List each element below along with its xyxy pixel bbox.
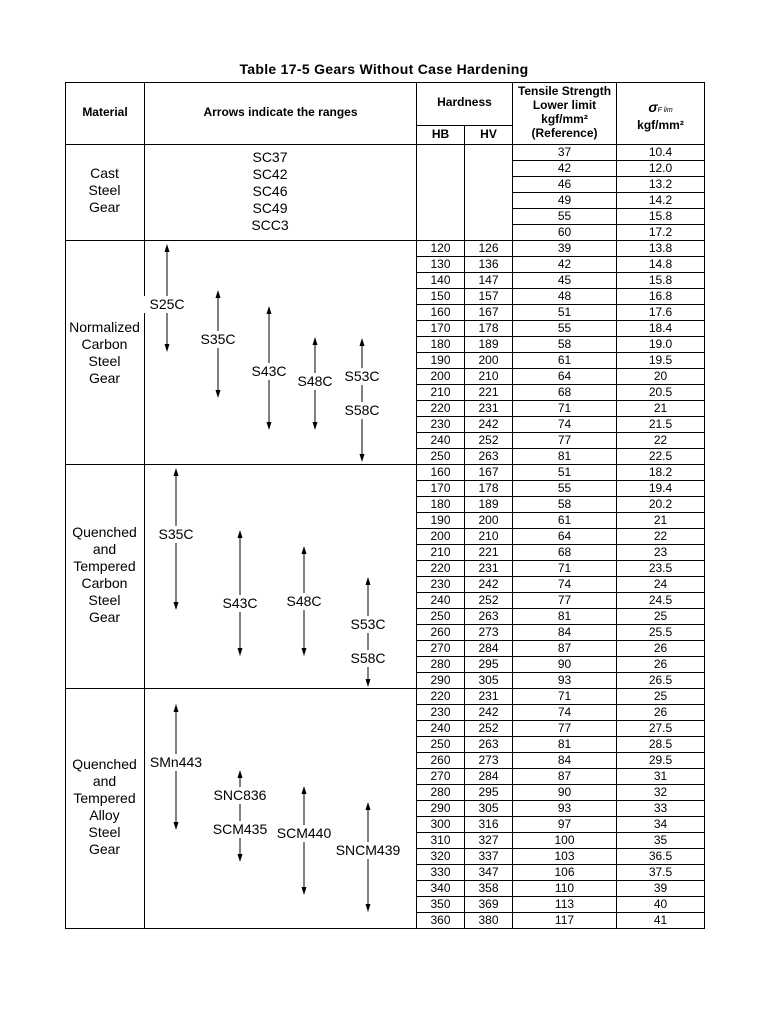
cell-hb: 240 bbox=[430, 433, 451, 447]
cell-hb: 270 bbox=[430, 769, 451, 783]
cell-hb: 220 bbox=[430, 689, 451, 703]
cell-hv: 189 bbox=[478, 497, 499, 511]
cell-hb: 260 bbox=[430, 625, 451, 639]
cell-hb: 330 bbox=[430, 865, 451, 879]
header-sigma bbox=[617, 100, 704, 132]
cell-sigma: 18.4 bbox=[648, 321, 673, 335]
cell-tensile: 106 bbox=[554, 865, 575, 879]
cell-hb: 210 bbox=[430, 385, 451, 399]
cell-hv: 189 bbox=[478, 337, 499, 351]
cell-sigma: 13.2 bbox=[648, 177, 673, 191]
cell-tensile: 103 bbox=[554, 849, 575, 863]
cell-hv: 305 bbox=[478, 673, 499, 687]
cell-tensile: 68 bbox=[557, 385, 572, 399]
cell-sigma: 22 bbox=[653, 529, 668, 543]
cell-hv: 337 bbox=[478, 849, 499, 863]
cell-tensile: 48 bbox=[557, 289, 572, 303]
cell-sigma: 20.2 bbox=[648, 497, 673, 511]
cell-sigma: 18.2 bbox=[648, 465, 673, 479]
cell-hb: 180 bbox=[430, 497, 451, 511]
cell-sigma: 26 bbox=[653, 657, 668, 671]
cell-hb: 290 bbox=[430, 673, 451, 687]
cell-sigma: 22 bbox=[653, 433, 668, 447]
cell-hv: 380 bbox=[478, 913, 499, 927]
cell-tensile: 74 bbox=[557, 705, 572, 719]
cell-hb: 160 bbox=[430, 305, 451, 319]
cell-hv: 263 bbox=[478, 737, 499, 751]
cell-tensile: 45 bbox=[557, 273, 572, 287]
cell-hb: 230 bbox=[430, 705, 451, 719]
arrow-s53c-s58c bbox=[360, 338, 365, 462]
cell-sigma: 15.8 bbox=[648, 209, 673, 223]
cell-tensile: 61 bbox=[557, 353, 572, 367]
cell-sigma: 20 bbox=[653, 369, 668, 383]
cell-sigma: 17.6 bbox=[648, 305, 673, 319]
cell-tensile: 58 bbox=[557, 497, 572, 511]
cell-tensile: 61 bbox=[557, 513, 572, 527]
cell-sigma: 10.4 bbox=[648, 145, 673, 159]
cell-tensile: 71 bbox=[557, 561, 572, 575]
cell-hv: 167 bbox=[478, 465, 499, 479]
cell-hv: 327 bbox=[478, 833, 499, 847]
cell-hv: 231 bbox=[478, 689, 499, 703]
cell-hv: 263 bbox=[478, 609, 499, 623]
material-normalized-carbon-steel-gear bbox=[66, 319, 143, 387]
cell-sigma: 12.0 bbox=[648, 161, 673, 175]
grade-s43c: S43C bbox=[247, 363, 291, 380]
cell-sigma: 19.5 bbox=[648, 353, 673, 367]
cell-tensile: 77 bbox=[557, 593, 572, 607]
cell-tensile: 42 bbox=[557, 161, 572, 175]
cell-hv: 147 bbox=[478, 273, 499, 287]
cell-sigma: 21.5 bbox=[648, 417, 673, 431]
cell-tensile: 58 bbox=[557, 337, 572, 351]
cell-tensile: 93 bbox=[557, 801, 572, 815]
material-line: Steel bbox=[88, 182, 121, 198]
material-quenched-tempered-carbon-steel-gear bbox=[66, 524, 143, 626]
header-arrows: Arrows indicate the ranges bbox=[203, 105, 358, 119]
cell-hv: 242 bbox=[478, 577, 499, 591]
cell-tensile: 49 bbox=[557, 193, 572, 207]
cell-hb: 170 bbox=[430, 321, 451, 335]
cell-sigma: 37.5 bbox=[648, 865, 673, 879]
cell-tensile: 81 bbox=[557, 609, 572, 623]
cell-hv: 200 bbox=[478, 513, 499, 527]
cell-sigma: 23 bbox=[653, 545, 668, 559]
cell-hb: 190 bbox=[430, 513, 451, 527]
cell-hb: 160 bbox=[430, 465, 451, 479]
cell-sigma: 32 bbox=[653, 785, 668, 799]
grade-scm440: SCM440 bbox=[272, 825, 336, 842]
cell-hb: 150 bbox=[430, 289, 451, 303]
grade-label: SC42 bbox=[252, 166, 288, 182]
cell-tensile: 64 bbox=[557, 529, 572, 543]
header-tensile-line3: kgf/mm² bbox=[541, 112, 588, 126]
cell-sigma: 33 bbox=[653, 801, 668, 815]
cell-tensile: 97 bbox=[557, 817, 572, 831]
material-line: Quenched bbox=[72, 524, 137, 540]
material-line: Gear bbox=[88, 841, 121, 857]
cell-hb: 250 bbox=[430, 449, 451, 463]
cell-hb: 230 bbox=[430, 417, 451, 431]
cell-sigma: 26.5 bbox=[648, 673, 673, 687]
grade-s25c: S25C bbox=[144, 296, 190, 313]
grade-list-cast bbox=[230, 149, 310, 234]
table-title: Table 17-5 Gears Without Case Hardening bbox=[239, 61, 529, 77]
cell-hb: 320 bbox=[430, 849, 451, 863]
grade-sncm439: SNCM439 bbox=[331, 842, 405, 859]
cell-sigma: 29.5 bbox=[648, 753, 673, 767]
cell-tensile: 64 bbox=[557, 369, 572, 383]
cell-hv: 295 bbox=[478, 785, 499, 799]
cell-sigma: 21 bbox=[653, 513, 668, 527]
header-tensile-line4: (Reference) bbox=[531, 126, 598, 140]
cell-hb: 130 bbox=[430, 257, 451, 271]
cell-sigma: 36.5 bbox=[648, 849, 673, 863]
header-material: Material bbox=[82, 105, 128, 119]
cell-sigma: 19.4 bbox=[648, 481, 673, 495]
cell-tensile: 117 bbox=[554, 913, 575, 927]
material-line: Cast bbox=[90, 165, 119, 181]
grade-s35c: S35C bbox=[196, 331, 240, 348]
cell-sigma: 20.5 bbox=[648, 385, 673, 399]
material-line: Normalized bbox=[69, 319, 140, 335]
cell-hb: 310 bbox=[430, 833, 451, 847]
cell-hv: 252 bbox=[478, 721, 499, 735]
arrow-s43c-qt bbox=[238, 530, 243, 656]
cell-tensile: 90 bbox=[557, 657, 572, 671]
arrow-snc836-scm435 bbox=[238, 770, 243, 862]
material-line: Alloy bbox=[89, 807, 120, 823]
material-line: Carbon bbox=[81, 336, 128, 352]
cell-sigma: 26 bbox=[653, 641, 668, 655]
cell-hb: 240 bbox=[430, 593, 451, 607]
cell-hv: 167 bbox=[478, 305, 499, 319]
material-line: Steel bbox=[88, 592, 121, 608]
cell-hv: 273 bbox=[478, 753, 499, 767]
cell-hv: 284 bbox=[478, 641, 499, 655]
cell-sigma: 17.2 bbox=[648, 225, 673, 239]
cell-hv: 178 bbox=[478, 321, 499, 335]
cell-hv: 210 bbox=[478, 529, 499, 543]
cell-hv: 221 bbox=[478, 385, 499, 399]
cell-hb: 220 bbox=[430, 401, 451, 415]
cell-hb: 350 bbox=[430, 897, 451, 911]
cell-hv: 231 bbox=[478, 561, 499, 575]
cell-tensile: 90 bbox=[557, 785, 572, 799]
cell-hv: 305 bbox=[478, 801, 499, 815]
cell-hv: 126 bbox=[478, 241, 499, 255]
cell-sigma: 24.5 bbox=[648, 593, 673, 607]
cell-tensile: 84 bbox=[557, 753, 572, 767]
material-line: and bbox=[92, 773, 117, 789]
cell-hb: 170 bbox=[430, 481, 451, 495]
cell-hb: 140 bbox=[430, 273, 451, 287]
header-tensile bbox=[513, 84, 616, 140]
cell-hv: 316 bbox=[478, 817, 499, 831]
grade-label: SC49 bbox=[252, 200, 288, 216]
cell-hv: 358 bbox=[478, 881, 499, 895]
cell-tensile: 55 bbox=[557, 481, 572, 495]
cell-sigma: 26 bbox=[653, 705, 668, 719]
cell-hb: 180 bbox=[430, 337, 451, 351]
header-hb: HB bbox=[431, 127, 450, 141]
material-line: Gear bbox=[88, 370, 121, 386]
header-hv: HV bbox=[480, 127, 497, 141]
grade-smn443: SMn443 bbox=[146, 754, 206, 771]
cell-hv: 369 bbox=[478, 897, 499, 911]
cell-sigma: 23.5 bbox=[648, 561, 673, 575]
cell-sigma: 41 bbox=[653, 913, 668, 927]
cell-hb: 220 bbox=[430, 561, 451, 575]
cell-hv: 273 bbox=[478, 625, 499, 639]
cell-sigma: 31 bbox=[653, 769, 668, 783]
cell-sigma: 34 bbox=[653, 817, 668, 831]
material-line: Quenched bbox=[72, 756, 137, 772]
cell-sigma: 21 bbox=[653, 401, 668, 415]
cell-hv: 221 bbox=[478, 545, 499, 559]
grade-label: SCC3 bbox=[251, 217, 289, 233]
cell-tensile: 81 bbox=[557, 449, 572, 463]
cell-sigma: 16.8 bbox=[648, 289, 673, 303]
cell-hv: 231 bbox=[478, 401, 499, 415]
cell-tensile: 68 bbox=[557, 545, 572, 559]
material-quenched-tempered-alloy-steel-gear bbox=[66, 756, 143, 858]
cell-hb: 300 bbox=[430, 817, 451, 831]
cell-hb: 190 bbox=[430, 353, 451, 367]
material-line: Tempered bbox=[73, 558, 136, 574]
cell-sigma: 22.5 bbox=[648, 449, 673, 463]
cell-hv: 295 bbox=[478, 657, 499, 671]
cell-sigma: 28.5 bbox=[648, 737, 673, 751]
material-line: Steel bbox=[88, 824, 121, 840]
cell-sigma: 25.5 bbox=[648, 625, 673, 639]
cell-tensile: 42 bbox=[557, 257, 572, 271]
grade-s53c-qt: S53C bbox=[346, 616, 390, 633]
header-tensile-line1: Tensile Strength bbox=[517, 84, 612, 98]
cell-hv: 210 bbox=[478, 369, 499, 383]
cell-hb: 120 bbox=[430, 241, 451, 255]
cell-tensile: 71 bbox=[557, 689, 572, 703]
cell-hv: 252 bbox=[478, 593, 499, 607]
cell-tensile: 113 bbox=[554, 897, 575, 911]
cell-hv: 178 bbox=[478, 481, 499, 495]
cell-tensile: 77 bbox=[557, 721, 572, 735]
cell-sigma: 13.8 bbox=[648, 241, 673, 255]
header-hardness: Hardness bbox=[437, 95, 492, 109]
cell-hv: 200 bbox=[478, 353, 499, 367]
header-tensile-line2: Lower limit bbox=[532, 98, 597, 112]
grade-s43c-qt: S43C bbox=[218, 595, 262, 612]
cell-tensile: 55 bbox=[557, 209, 572, 223]
cell-hb: 230 bbox=[430, 577, 451, 591]
cell-hv: 157 bbox=[478, 289, 499, 303]
cell-sigma: 27.5 bbox=[648, 721, 673, 735]
material-line: Gear bbox=[88, 609, 121, 625]
grade-s58c-qt: S58C bbox=[346, 650, 390, 667]
cell-tensile: 100 bbox=[554, 833, 575, 847]
cell-sigma: 25 bbox=[653, 689, 668, 703]
cell-hb: 200 bbox=[430, 369, 451, 383]
sigma-symbol: σ bbox=[648, 99, 658, 115]
material-line: and bbox=[92, 541, 117, 557]
material-line: Steel bbox=[88, 353, 121, 369]
cell-sigma: 25 bbox=[653, 609, 668, 623]
cell-hb: 290 bbox=[430, 801, 451, 815]
cell-tensile: 60 bbox=[557, 225, 572, 239]
cell-hb: 270 bbox=[430, 641, 451, 655]
cell-tensile: 87 bbox=[557, 641, 572, 655]
cell-sigma: 14.2 bbox=[648, 193, 673, 207]
cell-tensile: 110 bbox=[554, 881, 575, 895]
cell-sigma: 19.0 bbox=[648, 337, 673, 351]
grade-label: SC46 bbox=[252, 183, 288, 199]
cell-hb: 360 bbox=[430, 913, 451, 927]
cell-hb: 340 bbox=[430, 881, 451, 895]
cell-sigma: 39 bbox=[653, 881, 668, 895]
cell-hb: 250 bbox=[430, 609, 451, 623]
grade-s48c: S48C bbox=[293, 373, 337, 390]
sigma-subscript: F lim bbox=[657, 107, 673, 114]
cell-tensile: 87 bbox=[557, 769, 572, 783]
cell-tensile: 84 bbox=[557, 625, 572, 639]
cell-sigma: 15.8 bbox=[648, 273, 673, 287]
cell-hb: 210 bbox=[430, 545, 451, 559]
cell-tensile: 37 bbox=[557, 145, 572, 159]
cell-tensile: 77 bbox=[557, 433, 572, 447]
grade-s58c: S58C bbox=[340, 402, 384, 419]
cell-tensile: 74 bbox=[557, 417, 572, 431]
cell-tensile: 55 bbox=[557, 321, 572, 335]
sigma-unit: kgf/mm² bbox=[637, 118, 684, 132]
grade-s53c: S53C bbox=[340, 368, 384, 385]
cell-hv: 347 bbox=[478, 865, 499, 879]
material-line: Gear bbox=[88, 199, 121, 215]
cell-tensile: 93 bbox=[557, 673, 572, 687]
cell-hb: 200 bbox=[430, 529, 451, 543]
cell-hv: 136 bbox=[478, 257, 499, 271]
cell-hv: 242 bbox=[478, 417, 499, 431]
grade-scm435: SCM435 bbox=[208, 821, 272, 838]
cell-hb: 280 bbox=[430, 785, 451, 799]
cell-hv: 263 bbox=[478, 449, 499, 463]
material-line: Tempered bbox=[73, 790, 136, 806]
cell-hv: 242 bbox=[478, 705, 499, 719]
grade-s35c-qt: S35C bbox=[153, 526, 199, 543]
cell-tensile: 39 bbox=[557, 241, 572, 255]
cell-tensile: 51 bbox=[557, 305, 572, 319]
cell-sigma: 14.8 bbox=[648, 257, 673, 271]
cell-tensile: 51 bbox=[557, 465, 572, 479]
cell-hb: 250 bbox=[430, 737, 451, 751]
grade-snc836: SNC836 bbox=[208, 787, 272, 804]
cell-sigma: 35 bbox=[653, 833, 668, 847]
cell-hv: 284 bbox=[478, 769, 499, 783]
cell-hb: 280 bbox=[430, 657, 451, 671]
material-cast-steel-gear bbox=[66, 165, 143, 216]
cell-sigma: 24 bbox=[653, 577, 668, 591]
cell-hb: 260 bbox=[430, 753, 451, 767]
cell-sigma: 40 bbox=[653, 897, 668, 911]
grade-s48c-qt: S48C bbox=[281, 593, 327, 610]
cell-hv: 252 bbox=[478, 433, 499, 447]
cell-tensile: 71 bbox=[557, 401, 572, 415]
cell-tensile: 46 bbox=[557, 177, 572, 191]
cell-tensile: 74 bbox=[557, 577, 572, 591]
grade-label: SC37 bbox=[252, 149, 288, 165]
cell-hb: 240 bbox=[430, 721, 451, 735]
cell-tensile: 81 bbox=[557, 737, 572, 751]
material-line: Carbon bbox=[81, 575, 128, 591]
